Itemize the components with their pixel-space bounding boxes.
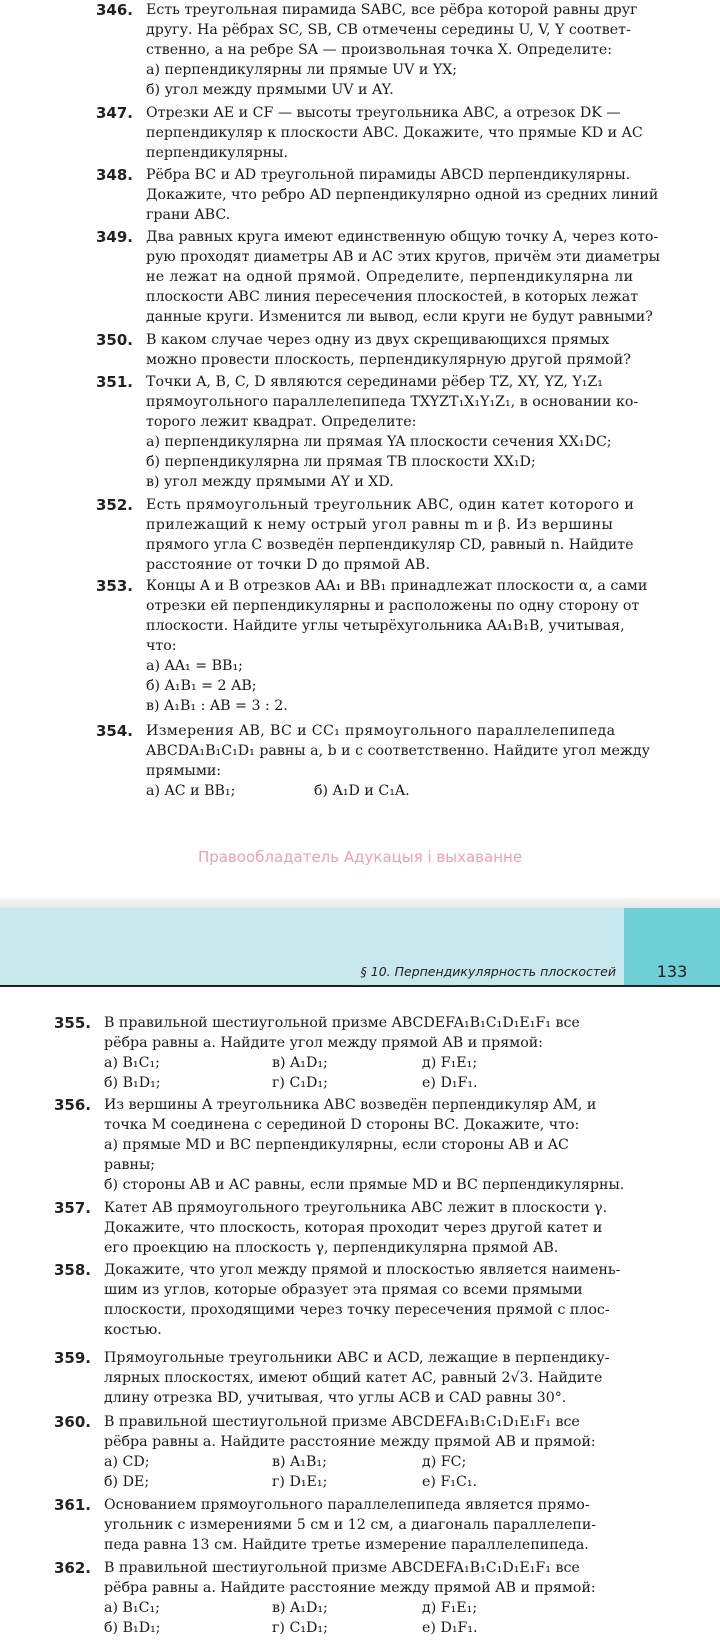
problem-subitem: б) A₁B₁ = 2 AB; [146, 678, 257, 694]
problem-option: в) A₁D₁; [272, 1055, 328, 1071]
problem-text-line: его проекцию на плоскость γ, перпендикулярна прямой AB. [104, 1240, 559, 1256]
problem-text-line: перпендикулярны. [146, 145, 288, 161]
problem-text-line: не лежат на одной прямой. Определите, перпендикулярна ли [146, 269, 634, 285]
problem-text-line: В правильной шестиугольной призме ABCDEFA₁B₁C₁D₁E₁F₁ все [104, 1015, 580, 1031]
problem-text-line: рую проходят диаметры AB и AC этих кругов, причём эти диаметры [146, 249, 660, 265]
problem-text-line: В правильной шестиугольной призме ABCDEFA₁B₁C₁D₁E₁F₁ все [104, 1414, 580, 1430]
problem-number: 361. [54, 1496, 92, 1514]
problem-text-line: плоскости. Найдите углы четырёхугольника AA₁B₁B, учитывая, [146, 618, 625, 634]
problem-text-line: отрезки ей перпендикулярны и расположены по одну сторону от [146, 598, 640, 614]
problem-text-line: лярных плоскостях, имеют общий катет AC, равный 2√3. Найдите [104, 1370, 603, 1386]
problem-number: 351. [96, 373, 134, 391]
problem-option: а) AC и BB₁; [146, 783, 236, 799]
problem-text-line: прямыми: [146, 763, 222, 779]
problem-number: 348. [96, 166, 134, 184]
problem-text-line: плоскости, проходящими через точку пересечения прямой с плос- [104, 1302, 610, 1318]
problem-number: 358. [54, 1261, 92, 1279]
problem-option: г) C₁D₁; [272, 1075, 328, 1091]
problem-text-line: что: [146, 638, 177, 654]
problem-option: д) FC; [422, 1454, 467, 1470]
problem-option: е) D₁F₁. [422, 1620, 478, 1636]
problem-number: 347. [96, 104, 134, 122]
problem-subitem: а) перпендикулярна ли прямая YA плоскости сечения XX₁DC; [146, 434, 612, 450]
problem-text-line: В каком случае через одну из двух скрещивающихся прямых [146, 332, 610, 348]
problem-subitem: а) AA₁ = BB₁; [146, 658, 243, 674]
problem-text-line: рёбра равны a. Найдите угол между прямой AB и прямой: [104, 1035, 543, 1051]
problem-text-line: прилежащий к нему острый угол равны m и β. Из вершины [146, 517, 614, 533]
problem-number: 346. [96, 1, 134, 19]
problem-number: 350. [96, 331, 134, 349]
problem-option: в) A₁B₁; [272, 1454, 327, 1470]
problem-number: 355. [54, 1014, 92, 1032]
problem-number: 352. [96, 496, 134, 514]
problem-text-line: Докажите, что плоскость, которая проходит через другой катет и [104, 1220, 603, 1236]
problem-text-line: прямоугольного параллелепипеда TXYZT₁X₁Y₁Z₁, в основании ко- [146, 394, 639, 410]
problem-option: б) DE; [104, 1474, 150, 1490]
problem-text-line: Прямоугольные треугольники ABC и ACD, лежащие в перпендику- [104, 1350, 610, 1366]
problem-option: а) B₁C₁; [104, 1055, 160, 1071]
option-row [104, 1618, 624, 1638]
problem-text-line: рёбра равны a. Найдите расстояние между прямой AB и прямой: [104, 1434, 596, 1450]
problem-option: а) B₁C₁; [104, 1600, 160, 1616]
problem-number: 360. [54, 1413, 92, 1431]
problem-text-line: можно провести плоскость, перпендикулярную другой прямой? [146, 352, 631, 368]
problem-text-line: шим из углов, которые образует эта прямая со всеми прямыми [104, 1282, 583, 1298]
problem-subitem: б) перпендикулярна ли прямая TB плоскости XX₁D; [146, 454, 536, 470]
problem-option: б) B₁D₁; [104, 1075, 161, 1091]
problem-option: е) D₁F₁. [422, 1075, 478, 1091]
option-row [104, 1598, 624, 1618]
problem-text-line: ственно, а на ребре SA — произвольная точка X. Определите: [146, 42, 613, 58]
problem-text-line: перпендикуляр к плоскости ABC. Докажите, что прямые KD и AC [146, 125, 643, 141]
problem-option: д) F₁E₁; [422, 1600, 478, 1616]
problem-number: 356. [54, 1096, 92, 1114]
problem-text-line: Докажите, что угол между прямой и плоскостью является наимень- [104, 1262, 621, 1278]
problem-text-line: Измерения AB, BC и CC₁ прямоугольного параллелепипеда [146, 723, 616, 739]
problem-text-line: другу. На рёбрах SC, SB, CB отмечены середины U, V, Y соответ- [146, 22, 631, 38]
problem-option: в) A₁D₁; [272, 1600, 328, 1616]
header-rule [0, 985, 720, 987]
running-head: § 10. Перпендикулярность плоскостей [360, 964, 616, 979]
problem-number: 359. [54, 1349, 92, 1367]
problem-option: д) F₁E₁; [422, 1055, 478, 1071]
problem-text-line: Из вершины A треугольника ABC возведён перпендикуляр AM, и [104, 1097, 597, 1113]
problem-number: 354. [96, 722, 134, 740]
option-row [104, 1073, 624, 1093]
problem-subitem: а) перпендикулярны ли прямые UV и YX; [146, 62, 458, 78]
problem-subitem: в) A₁B₁ : AB = 3 : 2. [146, 698, 288, 714]
problem-text-line: угольник с измерениями 5 см и 12 см, а диагональ параллелепи- [104, 1517, 597, 1533]
problem-text-line: торого лежит квадрат. Определите: [146, 414, 417, 430]
problem-subitem: б) стороны AB и AC равны, если прямые MD и BC перпендикулярны. [104, 1177, 625, 1193]
problem-text-line: плоскости ABC линия пересечения плоскостей, в которых лежат [146, 289, 639, 305]
problem-text-line: Докажите, что ребро AD перпендикулярно одной из средних линий [146, 187, 659, 203]
problem-text-line: Точки A, B, C, D являются серединами рёбер TZ, XY, YZ, Y₁Z₁ [146, 374, 603, 390]
problem-text-line: рёбра равны a. Найдите расстояние между прямой AB и прямой: [104, 1580, 596, 1596]
option-row [104, 1472, 624, 1492]
problem-subitem: б) угол между прямыми UV и AY. [146, 82, 394, 98]
problem-text-line: ABCDA₁B₁C₁D₁ равны a, b и c соответственно. Найдите угол между [146, 743, 651, 759]
copyright-watermark: Правообладатель Адукацыя і выхаванне [197, 848, 523, 866]
problem-number: 353. [96, 577, 134, 595]
problem-text-line: Рёбра BC и AD треугольной пирамиды ABCD перпендикулярны. [146, 167, 631, 183]
problem-number: 349. [96, 228, 134, 246]
problem-text-line: В правильной шестиугольной призме ABCDEFA₁B₁C₁D₁E₁F₁ все [104, 1560, 580, 1576]
problem-option: а) CD; [104, 1454, 150, 1470]
problem-text-line: костью. [104, 1322, 162, 1338]
problem-option: г) D₁E₁; [272, 1474, 328, 1490]
problem-text-line: Есть треугольная пирамида SABC, все рёбра которой равны друг [146, 2, 638, 18]
problem-text-line: точка M соединена с серединой D стороны BC. Докажите, что: [104, 1117, 580, 1133]
problem-option: е) F₁C₁. [422, 1474, 478, 1490]
problem-text-line: данные круги. Изменится ли вывод, если круги не будут равными? [146, 309, 653, 325]
problem-text-line: Концы A и B отрезков AA₁ и BB₁ принадлежат плоскости α, а сами [146, 578, 648, 594]
problem-text-line: Есть прямоугольный треугольник ABC, один катет которого и [146, 497, 635, 513]
problem-text-line: Основанием прямоугольного параллелепипеда является прямо- [104, 1497, 590, 1513]
problem-number: 357. [54, 1199, 92, 1217]
problem-number: 362. [54, 1559, 92, 1577]
problem-text-line: длину отрезка BD, учитывая, что углы ACB и CAD равны 30°. [104, 1390, 567, 1406]
problem-text-line: Отрезки AE и CF — высоты треугольника ABC, а отрезок DK — [146, 105, 621, 121]
problem-subitem: равны; [104, 1157, 156, 1173]
problem-subitem: в) угол между прямыми AY и XD. [146, 474, 394, 490]
page-number: 133 [656, 962, 688, 981]
problem-text-line: расстояние от точки D до прямой AB. [146, 557, 430, 573]
option-row [104, 1053, 624, 1073]
option-row [104, 1452, 624, 1472]
problem-option: г) C₁D₁; [272, 1620, 328, 1636]
problem-subitem: а) прямые MD и BC перпендикулярны, если стороны AB и AC [104, 1137, 569, 1153]
problem-text-line: Два равных круга имеют единственную общую точку A, через кото- [146, 229, 659, 245]
problem-text-line: педа равна 13 см. Найдите третье измерение параллелепипеда. [104, 1537, 589, 1553]
problem-text-line: грани ABC. [146, 207, 231, 223]
problem-text-line: прямого угла C возведён перпендикуляр CD, равный n. Найдите [146, 537, 634, 553]
problem-option: б) B₁D₁; [104, 1620, 161, 1636]
problem-option: б) A₁D и C₁A. [314, 783, 410, 799]
problem-text-line: Катет AB прямоугольного треугольника ABC лежит в плоскости γ. [104, 1200, 608, 1216]
option-row [146, 781, 666, 801]
